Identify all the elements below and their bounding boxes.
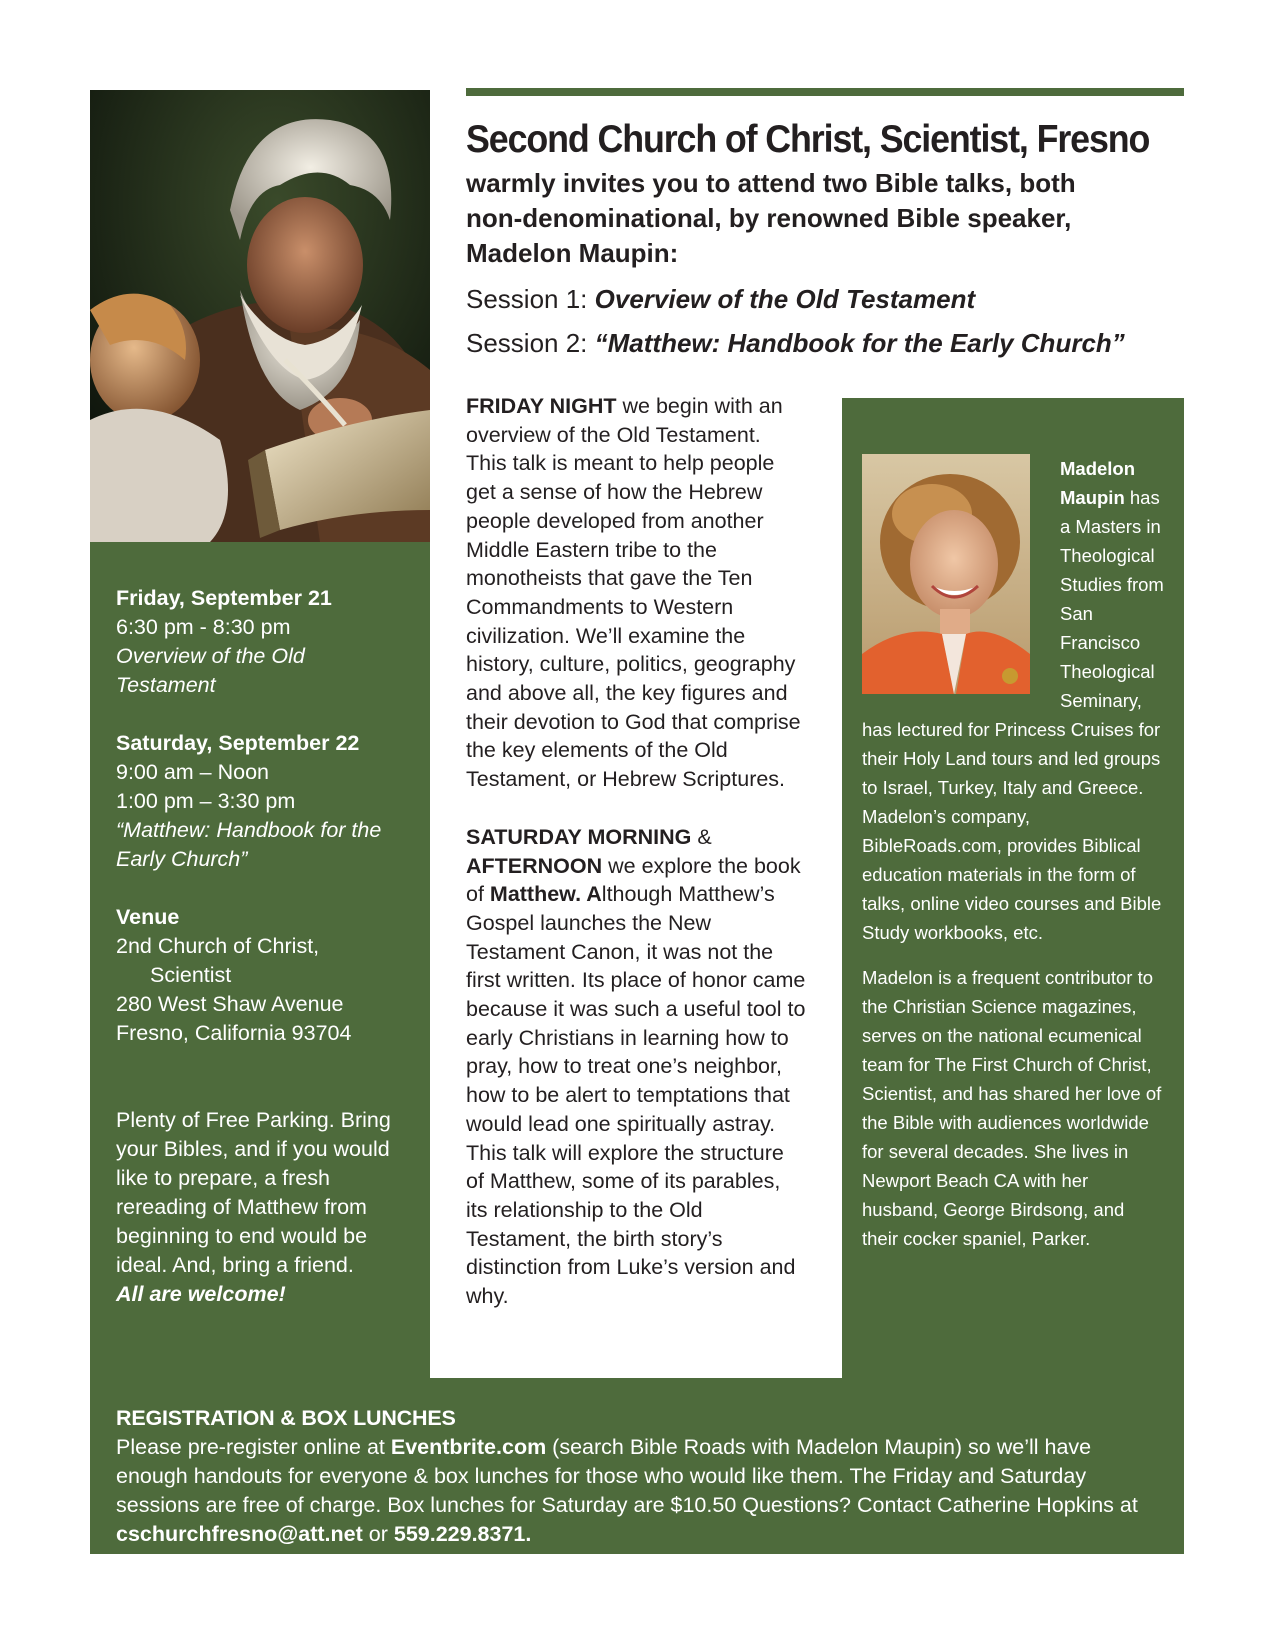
session-1: [466, 281, 1196, 317]
event-details-panel: [90, 542, 430, 1380]
session-2: [466, 325, 1196, 361]
registration-text-a: Please pre-register online at: [116, 1435, 391, 1459]
header: [466, 118, 1196, 361]
left-column: [90, 90, 430, 1380]
session-1-label: Session 1:: [466, 284, 595, 314]
speaker-bio-panel: [842, 398, 1184, 1380]
welcome-text: All are welcome!: [116, 1282, 286, 1306]
venue-city: Fresno, California 93704: [116, 1021, 352, 1045]
speaker-name: Madelon Maupin: [1060, 458, 1136, 508]
speaker-photo: [862, 454, 1030, 694]
bio-text-1: has a Masters in Theological Studies from San Francisco Theological Seminary, has lectured for Princess Cruises for their Holy Land tours and led groups to Israel, Turkey, Italy and Greece. Madelon’s company, BibleRoads.com, provides Biblical education materials in the form of talks, online video courses and Bible Study workbooks, etc.: [862, 487, 1164, 943]
day2-heading: Saturday, September 22: [116, 731, 360, 755]
saturday-description: [466, 823, 806, 1311]
venue-street: 280 West Shaw Avenue: [116, 992, 344, 1016]
invitation-text: warmly invites you to attend two Bible talks, both non-denominational, by renowned Bible speaker, Madelon Maupin:: [466, 168, 1076, 268]
friday-lead: FRIDAY NIGHT: [466, 394, 617, 418]
saturday-text-2: lthough Matthew’s Gospel launches the New Testament Canon, it was not the first written. Its place of honor came because it was such a useful tool to early Christians in learning how to pray, how to treat one’s neighbor, how to be alert to temptations that would lead one spiritually astray. This talk will explore the structure of Matthew, some of its parables, its relationship to the Old Testament, the birth story’s distinction from Luke’s version and why.: [466, 882, 806, 1309]
session-descriptions: [466, 392, 806, 1311]
registration-panel: [90, 1378, 1184, 1554]
day1-time: 6:30 pm - 8:30 pm: [116, 615, 291, 639]
friday-description: [466, 392, 806, 794]
contact-email[interactable]: cschurchfresno@att.net: [116, 1522, 363, 1546]
parking-note: Plenty of Free Parking. Bring your Bibles, and if you would like to prepare, a fresh rereading of Matthew from beginning to end would be ideal. And, bring a friend.: [116, 1108, 391, 1277]
top-rule: [466, 88, 1184, 96]
day2-time-afternoon: 1:00 pm – 3:30 pm: [116, 789, 296, 813]
registration-text: [116, 1433, 1158, 1549]
registration-text-c: or: [362, 1522, 394, 1546]
day1-heading: Friday, September 21: [116, 586, 332, 610]
saturday-lead-afternoon: AFTERNOON: [466, 853, 603, 878]
session-1-title: Overview of the Old Testament: [594, 284, 976, 314]
registration-text-b: (search Bible Roads with Madelon Maupin) so we’ll have enough handouts for everyone & box lunches for those who would like them. The Friday and Saturday sessions are free of charge. Box lunches for Saturday are $10.50 Questions? Contact Catherine Hopkins at: [116, 1435, 1138, 1517]
saint-matthew-painting: [90, 90, 430, 542]
saturday-book: Matthew. A: [489, 882, 602, 907]
day1-topic: Overview of the Old Testament: [116, 644, 305, 697]
session-2-label: Session 2:: [466, 328, 595, 358]
venue-line1: 2nd Church of Christ,: [116, 934, 320, 958]
contact-phone[interactable]: 559.229.8371.: [393, 1522, 532, 1546]
bio-paragraph-2: Madelon is a frequent contributor to the Christian Science magazines, serves on the national ecumenical team for The First Church of Christ, Scientist, and has shared her love of the Bible with audiences worldwide for several decades. She lives in Newport Beach CA with her husband, George Birdsong, and their cocker spaniel, Parker.: [862, 967, 1162, 1249]
day2-time-morning: 9:00 am – Noon: [116, 760, 269, 784]
session-2-title: “Matthew: Handbook for the Early Church”: [594, 328, 1125, 358]
registration-heading: REGISTRATION & BOX LUNCHES: [116, 1406, 456, 1430]
saturday-text-1: we explore the book of: [466, 853, 801, 907]
saturday-amp: &: [691, 824, 712, 849]
venue-line2: Scientist: [150, 963, 232, 987]
day2-topic: “Matthew: Handbook for the Early Church”: [116, 818, 382, 871]
saturday-lead-morning: SATURDAY MORNING: [466, 824, 692, 849]
eventbrite-link[interactable]: Eventbrite.com: [390, 1435, 547, 1459]
venue-heading: Venue: [116, 905, 180, 929]
page-title: Second Church of Christ, Scientist, Fresno: [466, 118, 1150, 161]
friday-text: we begin with an overview of the Old Testament. This talk is meant to help people get a sense of how the Hebrew people developed from another Middle Eastern tribe to the monotheists that gave the Ten Commandments to Western civilization. We’ll examine the history, culture, politics, geography and above all, the key figures and their devotion to God that comprise the key elements of the Old Testament, or Hebrew Scriptures.: [466, 394, 801, 792]
